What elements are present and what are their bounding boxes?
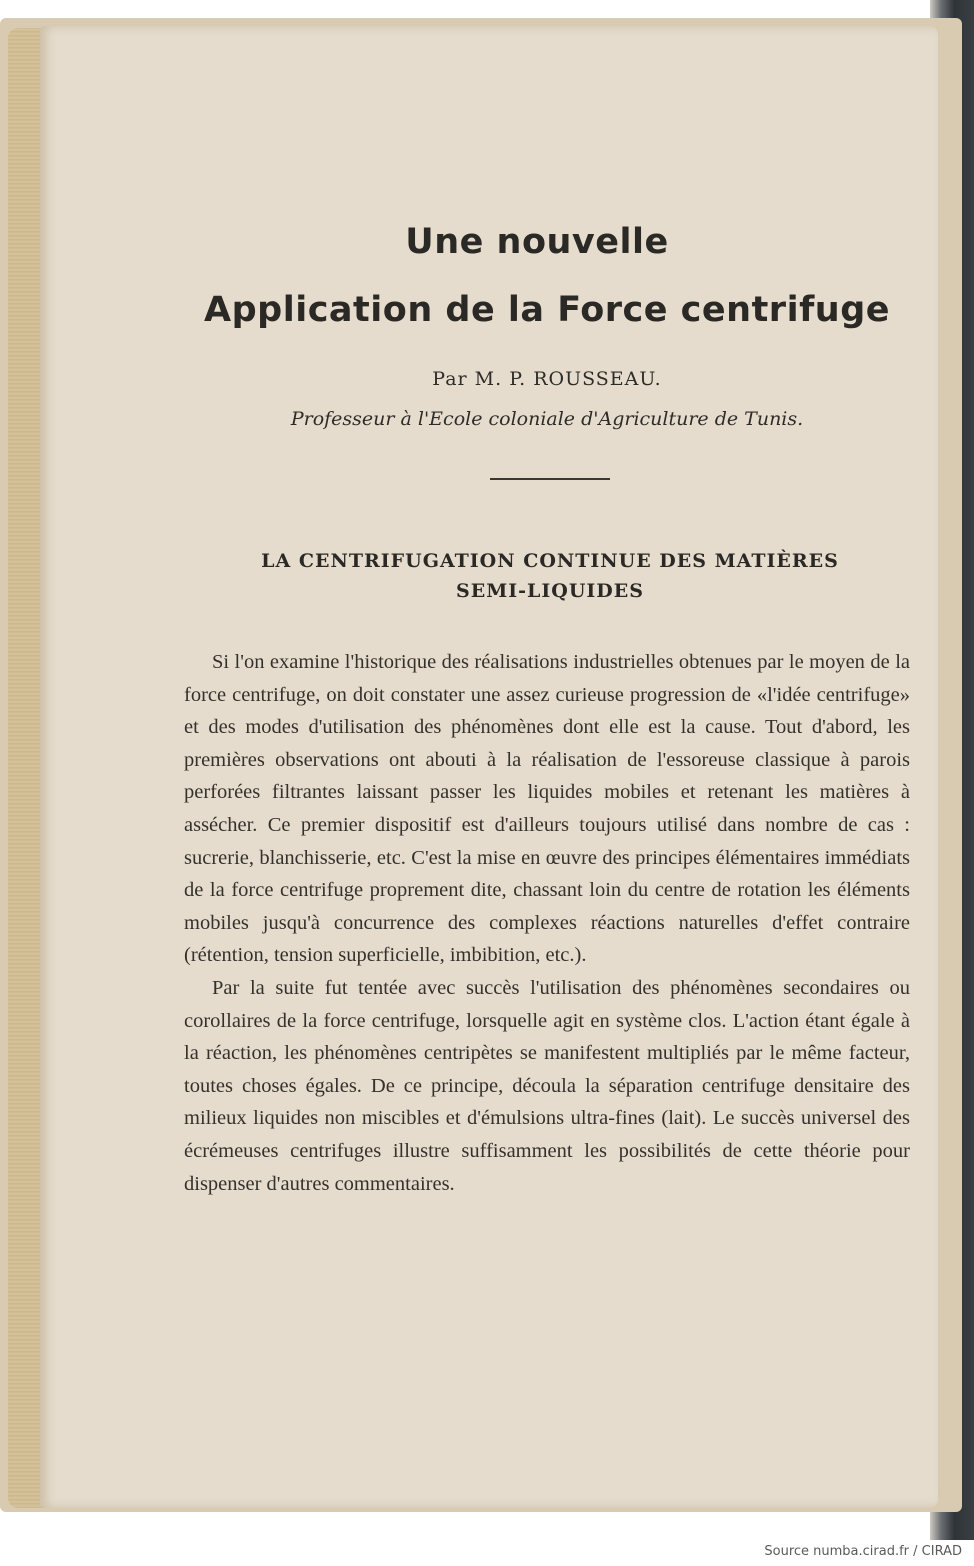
paragraph-1: Si l'on examine l'historique des réalisations industrielles obtenues par le moyen de la force centrifuge, on doit constater une assez curieuse progression de «l'idée centrifuge» et des modes d'utilisation des phénomènes dont elle est la cause. Tout d'abord, les premières observations ont abouti à la réalisation de l'essoreuse classique à parois perforées filtrantes laissant passer les liquides mobiles et retenant les matières à assécher. Ce premier dispositif est d'ailleurs toujours utilisé dans nombre de cas : sucrerie, blanchisserie, etc. C'est la mise en œuvre des principes élémentaires immédiats de la force centrifuge proprement dite, chassant loin du centre de rotation les éléments mobiles jusqu'à concurrence des complexes réactions naturelles d'effet contraire (rétention, tension superficielle, imbibition, etc.). [184,651,910,967]
author-line: Par M. P. ROUSSEAU. [432,368,662,390]
section-heading [200,546,900,606]
title-line-1: Une nouvelle [405,222,669,262]
author-affiliation: Professeur à l'Ecole coloniale d'Agriculture de Tunis. [290,408,804,430]
article-body [184,646,910,1200]
section-heading-line-2: SEMI-LIQUIDES [456,580,644,602]
paragraph-2: Par la suite fut tentée avec succès l'utilisation des phénomènes secondaires ou corollaires de la force centrifuge, lorsquelle agit en système clos. L'action étant égale à la réaction, les phénomènes centripètes se manifestent multipliés par le même facteur, toutes choses égales. De ce principe, découla la séparation centrifuge densitaire des milieux liquides non miscibles et d'émulsions ultra-fines (lait). Le succès universel des écrémeuses centrifuges illustre suffisamment les possibilités de cette théorie pour dispenser d'autres commentaires. [184,976,910,1195]
title-line-2: Application de la Force centrifuge [204,290,890,330]
title-separator-rule [490,478,610,480]
source-caption: Source numba.cirad.fr / CIRAD [764,1544,962,1559]
section-heading-line-1: LA CENTRIFUGATION CONTINUE DES MATIÈRES [261,550,839,572]
